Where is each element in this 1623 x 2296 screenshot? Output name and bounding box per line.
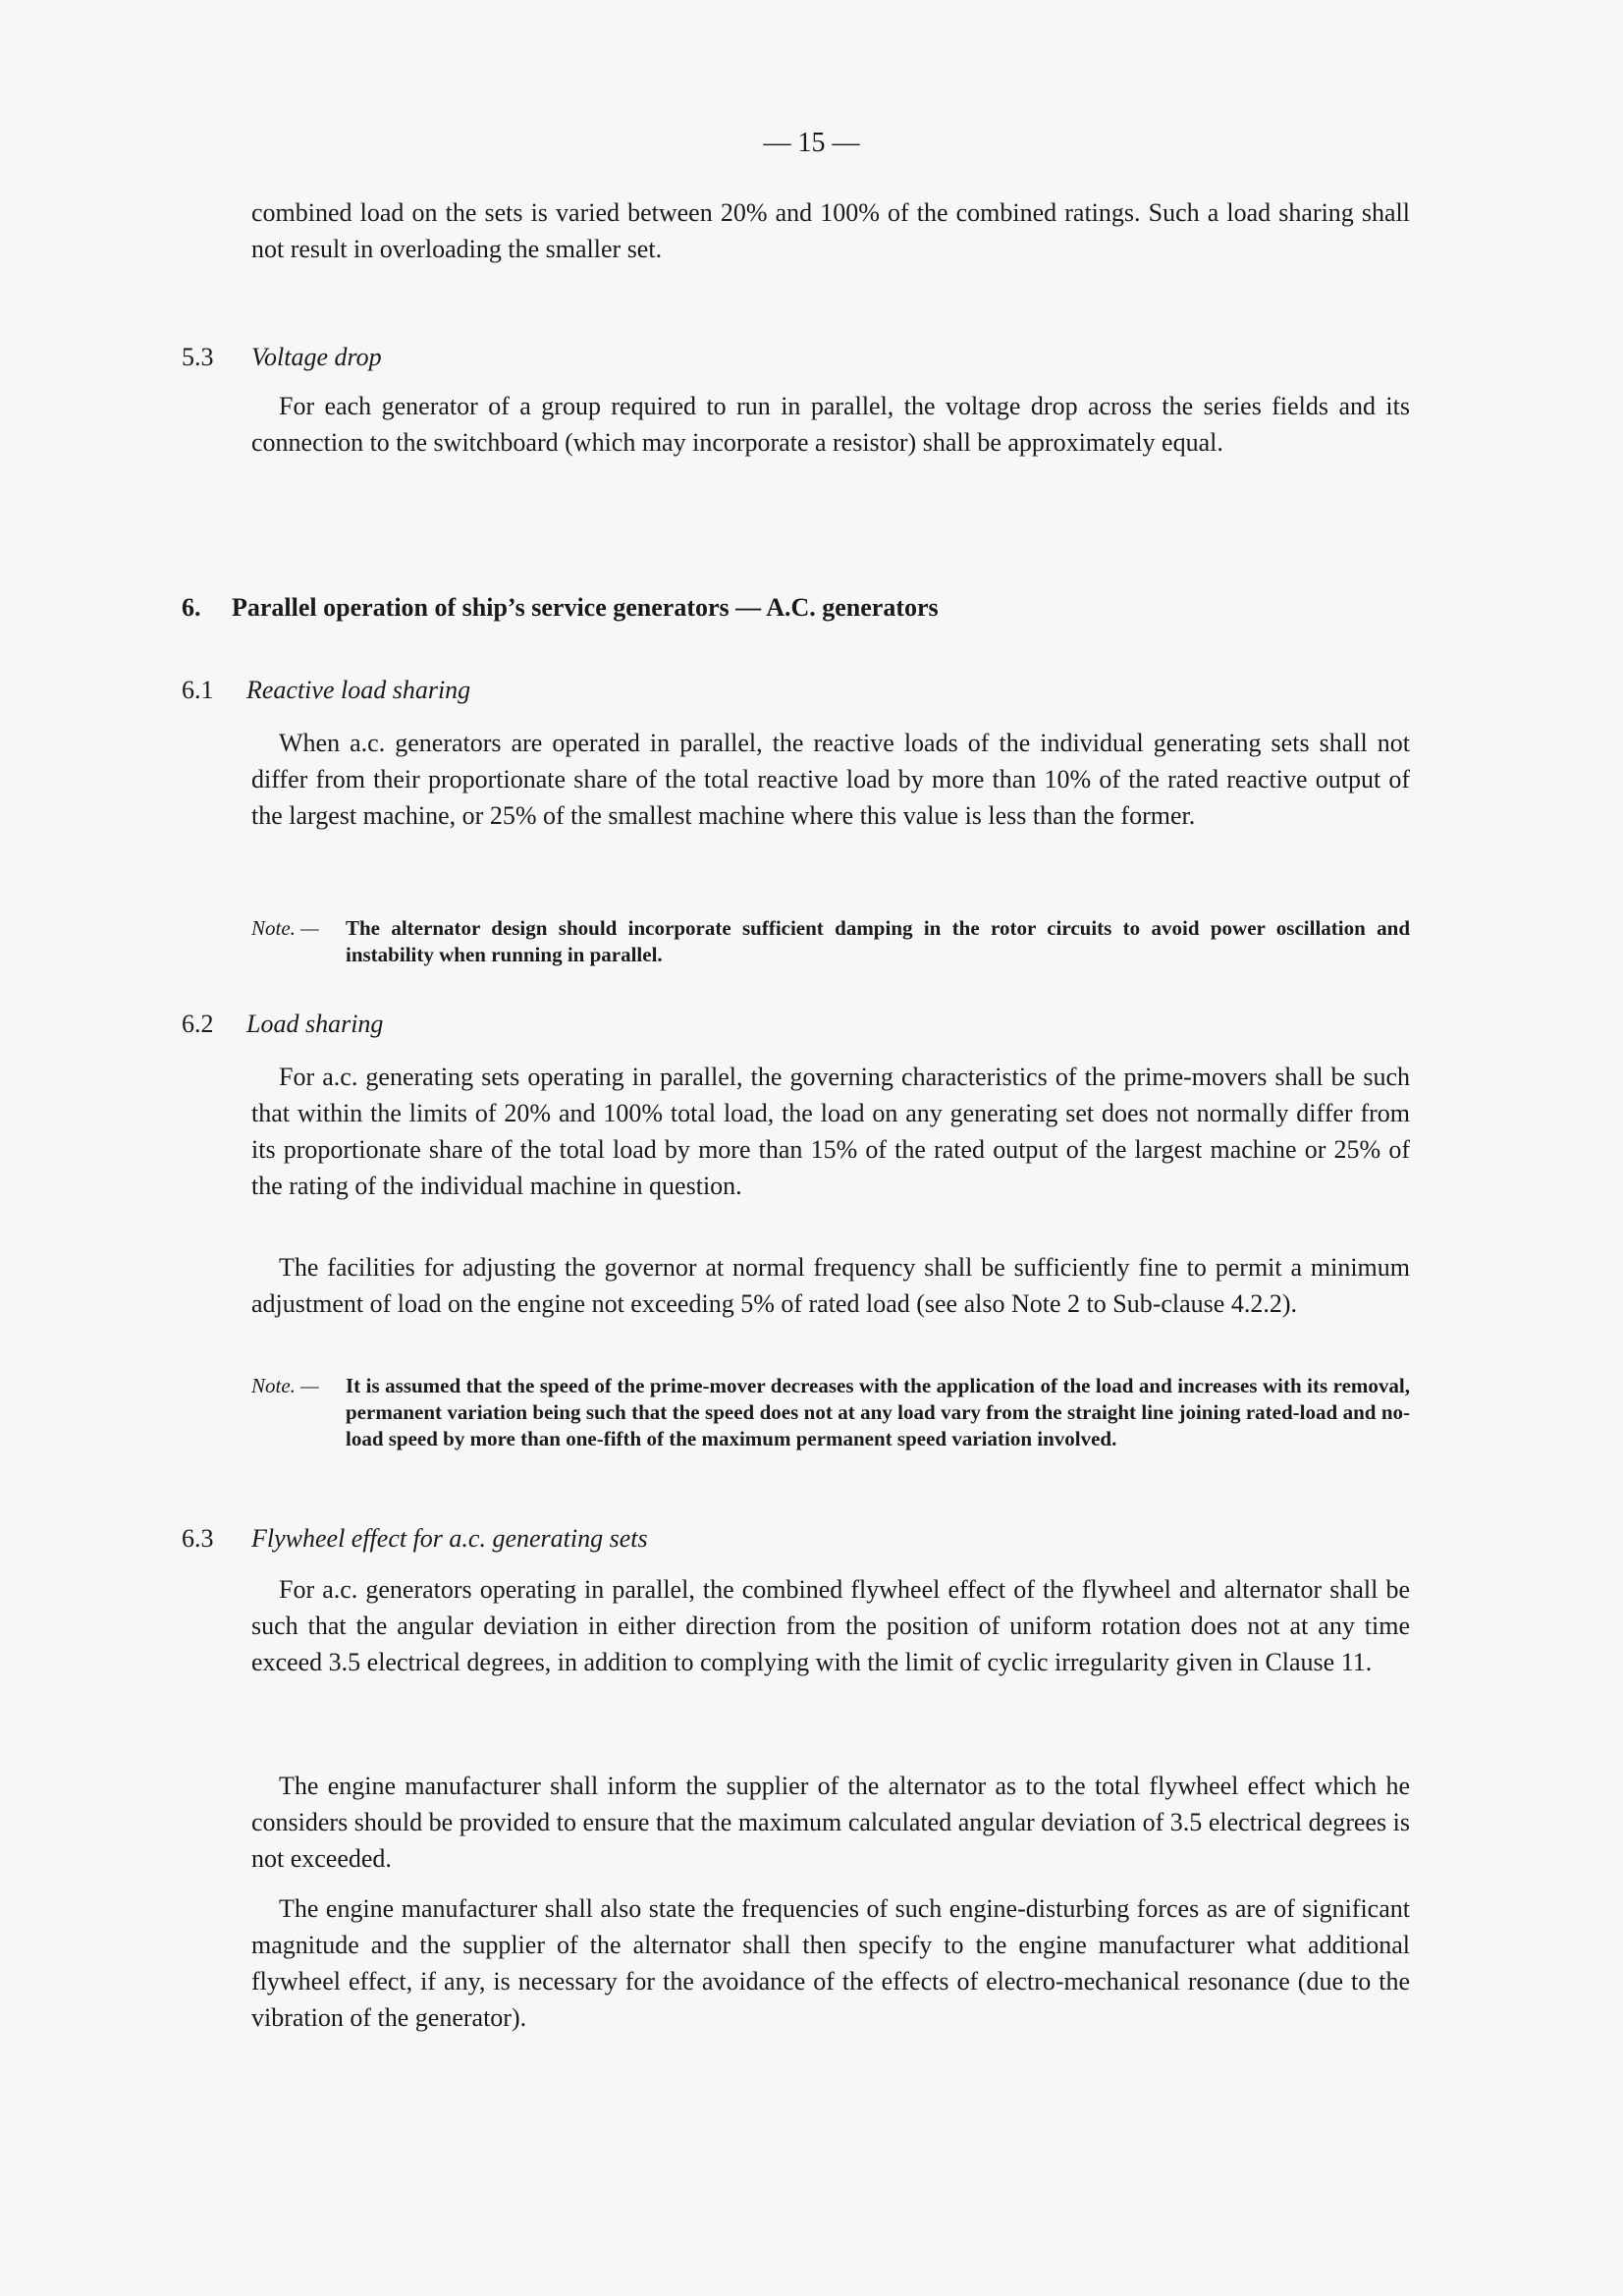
section-6-2-paragraph-1: For a.c. generating sets operating in parallel, the governing characteristics of the prime-movers shall be such that within the limits of 20% and 100% total load, the load on any generating set does not normally differ from its proportionate share of the total load by more than 15% of the rated output of the largest machine or 25% of the rating of the individual machine in question. xyxy=(251,1063,1410,1200)
section-6-2-paragraph-2: The facilities for adjusting the governor at normal frequency shall be sufficiently fine to permit a minimum adjustment of load on the engine not exceeding 5% of rated load (see also Note 2 to Sub-clause 4.2.2). xyxy=(251,1253,1410,1318)
section-6-3-paragraph-3: The engine manufacturer shall also state the frequencies of such engine-disturbing forces as are of significant magnitude and the supplier of the alternator shall then specify to the engine manufacturer what additional flywheel effect, if any, is necessary for the avoidance of the effects of electro-mechanical resonance (due to the vibration of the generator). xyxy=(251,1894,1410,2032)
section-title-6-1: Reactive load sharing xyxy=(246,676,471,704)
section-6-1-paragraph: When a.c. generators are operated in parallel, the reactive loads of the individual generating sets shall not differ from their proportionate share of the total reactive load by more than 10% of the rated reactive output of the largest machine, or 25% of the smallest machine where this value is less than the former. xyxy=(251,729,1410,830)
section-number-6-2: 6.2 xyxy=(182,1010,214,1038)
section-number-6-1: 6.1 xyxy=(182,676,214,704)
note-label-6-2: Note. — xyxy=(251,1374,319,1397)
section-title-6-2: Load sharing xyxy=(246,1010,384,1038)
section-number-5-3: 5.3 xyxy=(182,343,214,371)
note-text-6-1: The alternator design should incorporate sufficient damping in the rotor circuits to avoid power oscillation and instability when running in parallel. xyxy=(346,916,1410,966)
note-text-6-2: It is assumed that the speed of the prime-mover decreases with the application of the load and increases with its removal, permanent variation being such that the speed does not at any load vary from the straight line joining rated-load and no-load speed by more than one-fifth of the maximum permanent speed variation involved. xyxy=(346,1374,1410,1450)
section-title-5-3: Voltage drop xyxy=(251,343,382,371)
section-number-6-3: 6.3 xyxy=(182,1524,214,1553)
section-title-6-3: Flywheel effect for a.c. generating sets xyxy=(251,1524,648,1553)
intro-paragraph: combined load on the sets is varied between 20% and 100% of the combined ratings. Such a load sharing shall not result in overloading the smaller set. xyxy=(251,198,1410,263)
section-6-3-paragraph-2: The engine manufacturer shall inform the supplier of the alternator as to the total flywheel effect which he considers should be provided to ensure that the maximum calculated angular deviation of 3.5 electrical degrees is not exceeded. xyxy=(251,1772,1410,1873)
note-label-6-1: Note. — xyxy=(251,916,319,940)
section-number-6: 6. xyxy=(182,593,201,622)
page-number: — 15 — xyxy=(763,128,860,158)
section-title-6: Parallel operation of ship’s service generators — A.C. generators xyxy=(232,593,939,622)
section-5-3-paragraph: For each generator of a group required to run in parallel, the voltage drop across the series fields and its connection to the switchboard (which may incorporate a resistor) shall be approximately equal. xyxy=(251,392,1410,457)
section-6-3-paragraph-1: For a.c. generators operating in parallel, the combined flywheel effect of the flywheel and alternator shall be such that the angular deviation in either direction from the position of uniform rotation does not at any time exceed 3.5 electrical degrees, in addition to complying with the limit of cyclic irregularity given in Clause 11. xyxy=(251,1575,1410,1676)
